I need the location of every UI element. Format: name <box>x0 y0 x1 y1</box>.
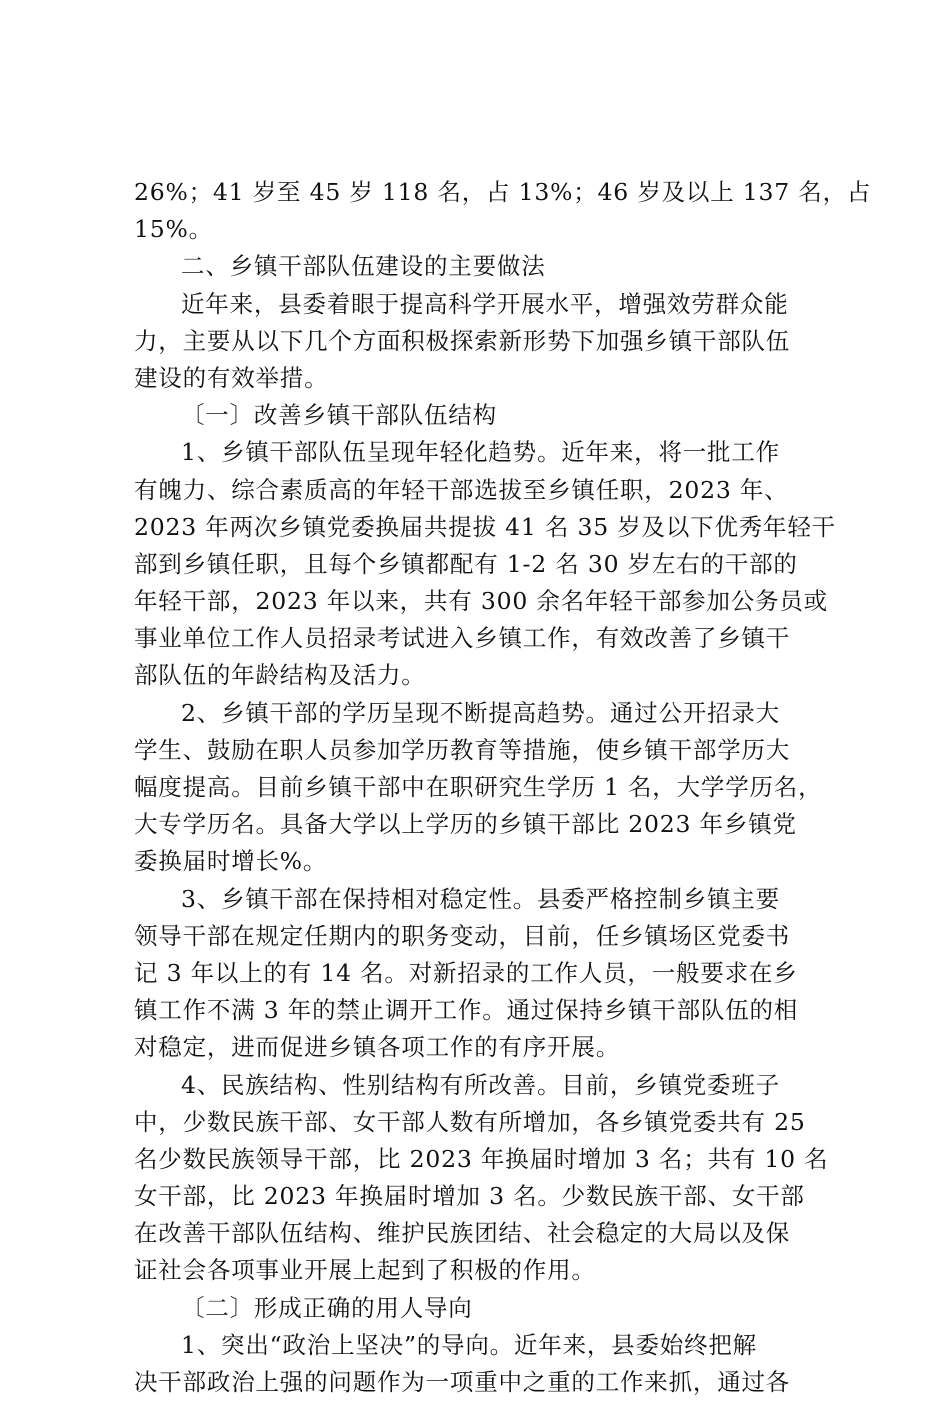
text-line: 中，少数民族干部、女干部人数有所增加，各乡镇党委共有 25 <box>134 1107 806 1136</box>
text-line: 学生、鼓励在职人员参加学历教育等措施，使乡镇干部学历大 <box>134 735 791 764</box>
text-line: 近年来，县委着眼于提高科学开展水平，增强效劳群众能 <box>181 289 789 318</box>
text-line: 4、民族结构、性别结构有所改善。目前，乡镇党委班子 <box>181 1070 780 1099</box>
text-line: 3、乡镇干部在保持相对稳定性。县委严格控制乡镇主要 <box>181 884 780 913</box>
subsection-heading: 〔一〕改善乡镇干部队伍结构 <box>181 401 497 430</box>
text-line: 名少数民族领导干部，比 2023 年换届时增加 3 名；共有 10 名 <box>134 1144 829 1173</box>
text-line: 镇工作不满 3 年的禁止调开工作。通过保持乡镇干部队伍的相 <box>134 996 799 1025</box>
text-line: 力，主要从以下几个方面积极探索新形势下加强乡镇干部队伍 <box>134 326 791 355</box>
body-text <box>134 174 872 1401</box>
text-line: 大专学历名。具备大学以上学历的乡镇干部比 2023 年乡镇党 <box>134 810 797 839</box>
text-line: 建设的有效举措。 <box>134 363 329 392</box>
text-line: 15%。 <box>134 215 213 244</box>
text-line: 有魄力、综合素质高的年轻干部选拔至乡镇任职，2023 年、 <box>134 475 789 504</box>
text-line: 决干部政治上强的问题作为一项重中之重的工作来抓，通过各 <box>134 1368 791 1396</box>
text-line: 部队伍的年龄结构及活力。 <box>134 661 426 690</box>
text-line: 2023 年两次乡镇党委换届共提拔 41 名 35 岁及以下优秀年轻干 <box>134 512 836 541</box>
text-line: 委换届时增长%。 <box>134 847 328 876</box>
text-line: 证社会各项事业开展上起到了积极的作用。 <box>134 1256 596 1285</box>
text-line: 年轻干部，2023 年以来，共有 300 余名年轻干部参加公务员或 <box>134 587 828 616</box>
text-line: 幅度提高。目前乡镇干部中在职研究生学历 1 名，大学学历名， <box>134 773 823 801</box>
text-line: 部到乡镇任职，且每个乡镇都配有 1-2 名 30 岁左右的干部的 <box>134 549 798 578</box>
text-line: 在改善干部队伍结构、维护民族团结、社会稳定的大局以及保 <box>134 1219 791 1248</box>
text-line: 对稳定，进而促进乡镇各项工作的有序开展。 <box>134 1033 620 1062</box>
text-line: 记 3 年以上的有 14 名。对新招录的工作人员，一般要求在乡 <box>134 958 798 987</box>
text-line: 事业单位工作人员招录考试进入乡镇工作，有效改善了乡镇干 <box>134 624 791 653</box>
text-line: 1、突出“政治上坚决”的导向。近年来，县委始终把解 <box>181 1330 757 1359</box>
text-line: 领导干部在规定任期内的职务变动，目前，任乡镇场区党委书 <box>134 921 791 950</box>
section-heading: 二、乡镇干部队伍建设的主要做法 <box>181 252 546 281</box>
text-line: 女干部，比 2023 年换届时增加 3 名。少数民族干部、女干部 <box>134 1182 805 1211</box>
text-line: 2、乡镇干部的学历呈现不断提高趋势。通过公开招录大 <box>181 698 780 727</box>
text-line: 1、乡镇干部队伍呈现年轻化趋势。近年来，将一批工作 <box>181 438 780 467</box>
subsection-heading: 〔二〕形成正确的用人导向 <box>181 1293 473 1322</box>
text-line: 26%；41 岁至 45 岁 118 名，占 13%；46 岁及以上 137 名，占 <box>134 178 872 206</box>
